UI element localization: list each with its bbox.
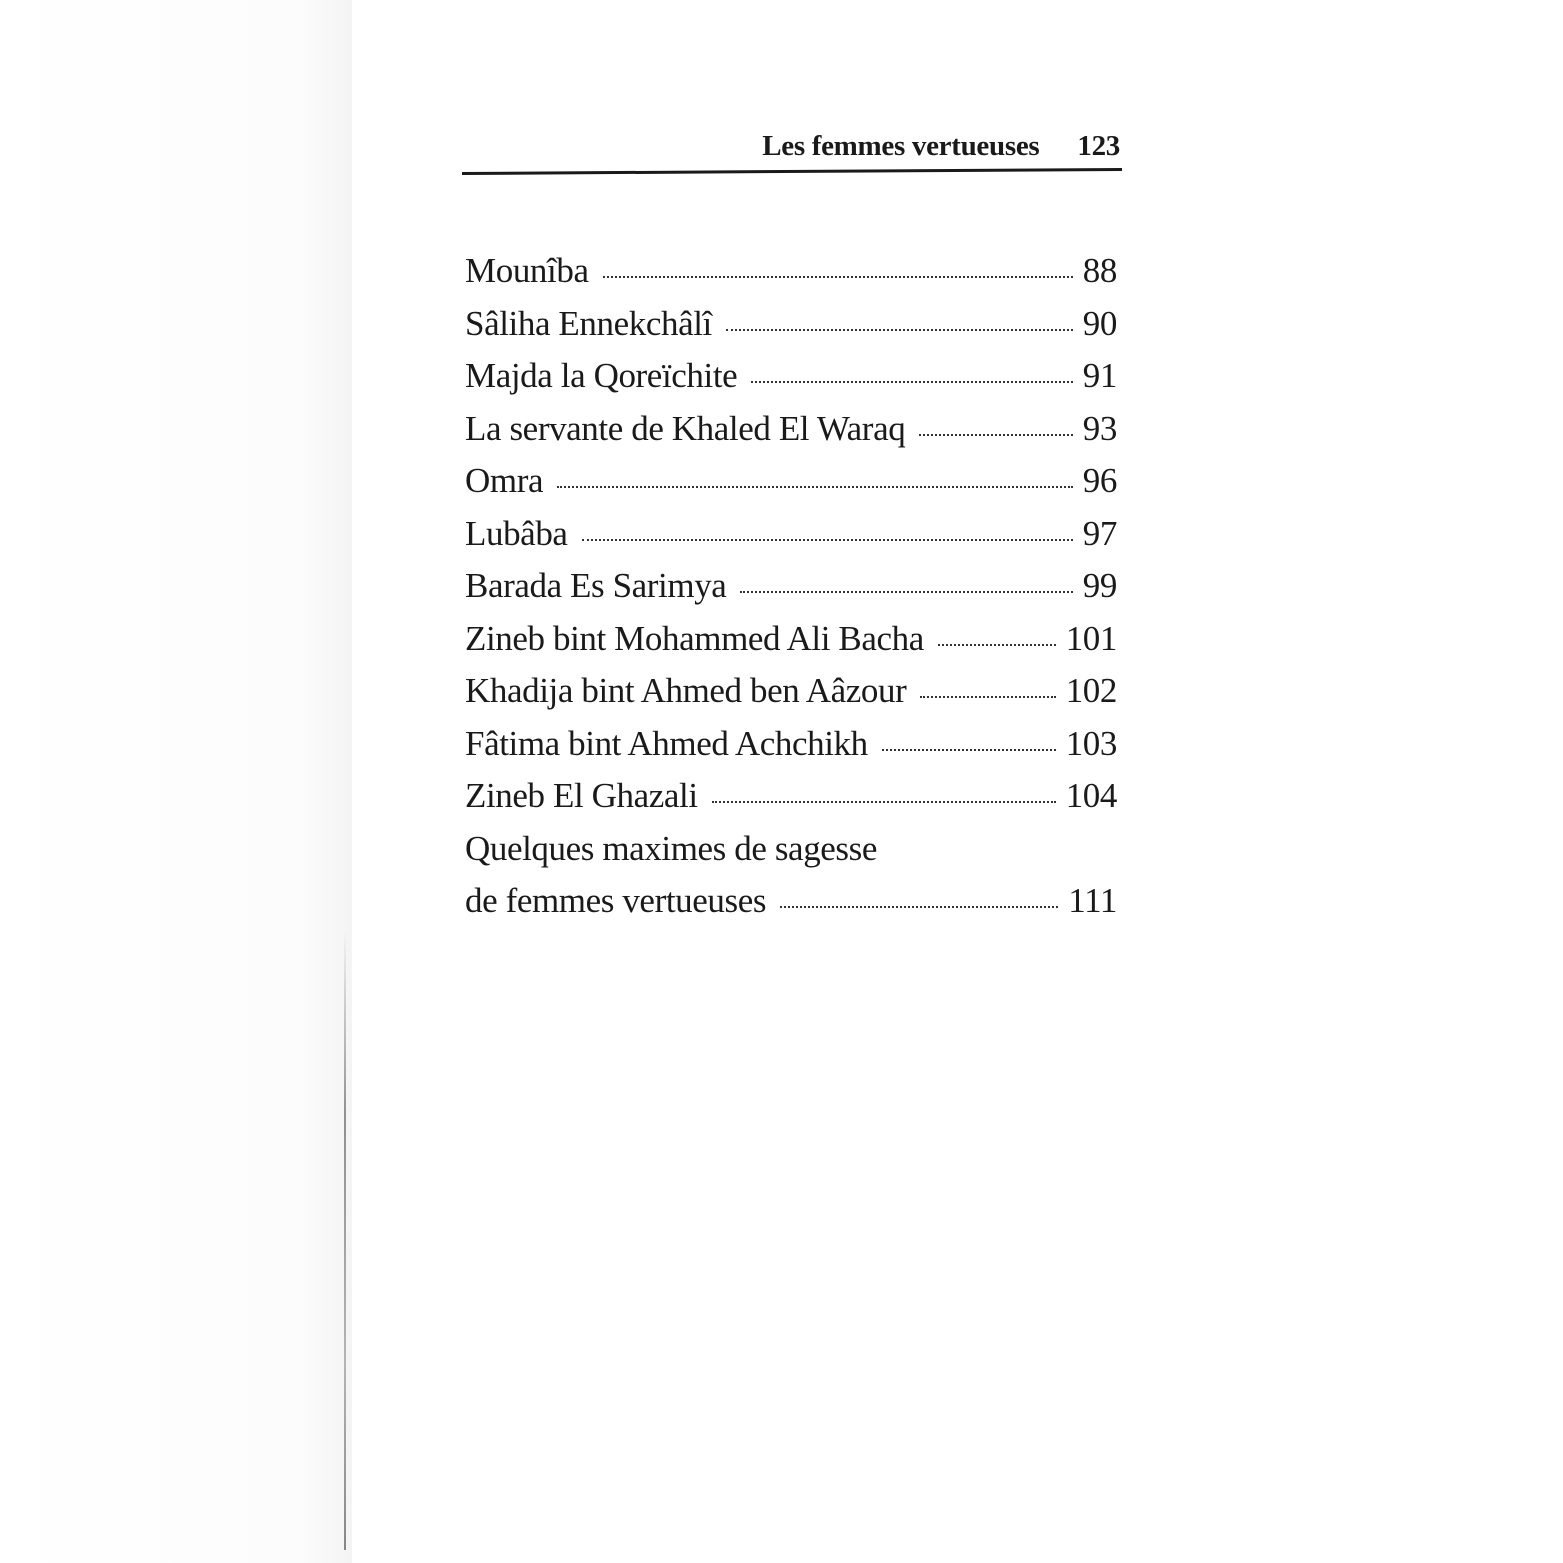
dot-leader: [726, 329, 1073, 331]
dot-leader: [603, 276, 1073, 278]
table-of-contents: [465, 245, 1117, 928]
toc-entry: [465, 298, 1117, 351]
toc-entry: [465, 613, 1117, 666]
dot-leader: [712, 801, 1056, 803]
toc-entry-title: La servante de Khaled El Waraq: [465, 408, 906, 448]
toc-entry: [465, 455, 1117, 508]
toc-entry: [465, 665, 1117, 718]
page-number: 123: [1077, 130, 1120, 162]
toc-entry-multiline-start: [465, 823, 1117, 876]
dot-leader: [557, 486, 1073, 488]
dot-leader: [919, 434, 1072, 436]
toc-entry: [465, 718, 1117, 771]
toc-entry: [465, 403, 1117, 456]
toc-entry-page: 101: [1065, 618, 1117, 658]
dot-leader: [751, 381, 1073, 383]
toc-entry-title: Zineb El Ghazali: [465, 776, 698, 815]
toc-entry-title: Omra: [465, 461, 544, 500]
toc-entry: [465, 560, 1117, 613]
page-gutter: [0, 0, 352, 1563]
toc-entry-page: 91: [1082, 356, 1117, 395]
toc-entry-title: Lubâba: [465, 513, 568, 553]
toc-entry-title: Mounîba: [465, 251, 589, 290]
book-page: [352, 0, 1563, 1563]
toc-entry-title-line2: de femmes vertueuses: [465, 881, 767, 920]
toc-entry-page: 99: [1082, 566, 1117, 605]
toc-entry-title: Sâliha Ennekchâlî: [465, 303, 712, 343]
toc-entry-page: 93: [1082, 408, 1117, 448]
dot-leader: [582, 539, 1073, 541]
toc-entry: [465, 770, 1117, 823]
binding-edge: [344, 930, 346, 1550]
dot-leader: [920, 696, 1055, 698]
toc-entry: [465, 245, 1117, 298]
toc-entry-page: 97: [1082, 513, 1117, 553]
header-rule: [462, 168, 1122, 175]
toc-entry-page: 88: [1082, 251, 1117, 290]
running-header-title: Les femmes vertueuses: [762, 130, 1040, 162]
toc-entry-title: Majda la Qoreïchite: [465, 356, 738, 395]
dot-leader: [780, 906, 1058, 908]
toc-entry-page: 111: [1068, 881, 1117, 920]
dot-leader: [882, 749, 1056, 751]
toc-entry-page: 102: [1065, 671, 1117, 710]
toc-entry: [465, 350, 1117, 403]
toc-entry-title: Khadija bint Ahmed ben Aâzour: [465, 671, 907, 710]
dot-leader: [740, 591, 1072, 593]
toc-entry-page: 96: [1082, 461, 1117, 500]
running-header: [462, 130, 1120, 163]
toc-entry-title: Fâtima bint Ahmed Achchikh: [465, 723, 868, 763]
dot-leader: [938, 644, 1056, 646]
toc-entry-title: Barada Es Sarimya: [465, 566, 727, 605]
toc-entry-page: 103: [1065, 723, 1117, 763]
toc-entry-title-line1: Quelques maximes de sagesse: [465, 828, 878, 868]
toc-entry-page: 104: [1065, 776, 1117, 815]
toc-entry: [465, 875, 1117, 928]
toc-entry: [465, 508, 1117, 561]
toc-entry-page: 90: [1082, 303, 1117, 343]
toc-entry-title: Zineb bint Mohammed Ali Bacha: [465, 618, 924, 658]
